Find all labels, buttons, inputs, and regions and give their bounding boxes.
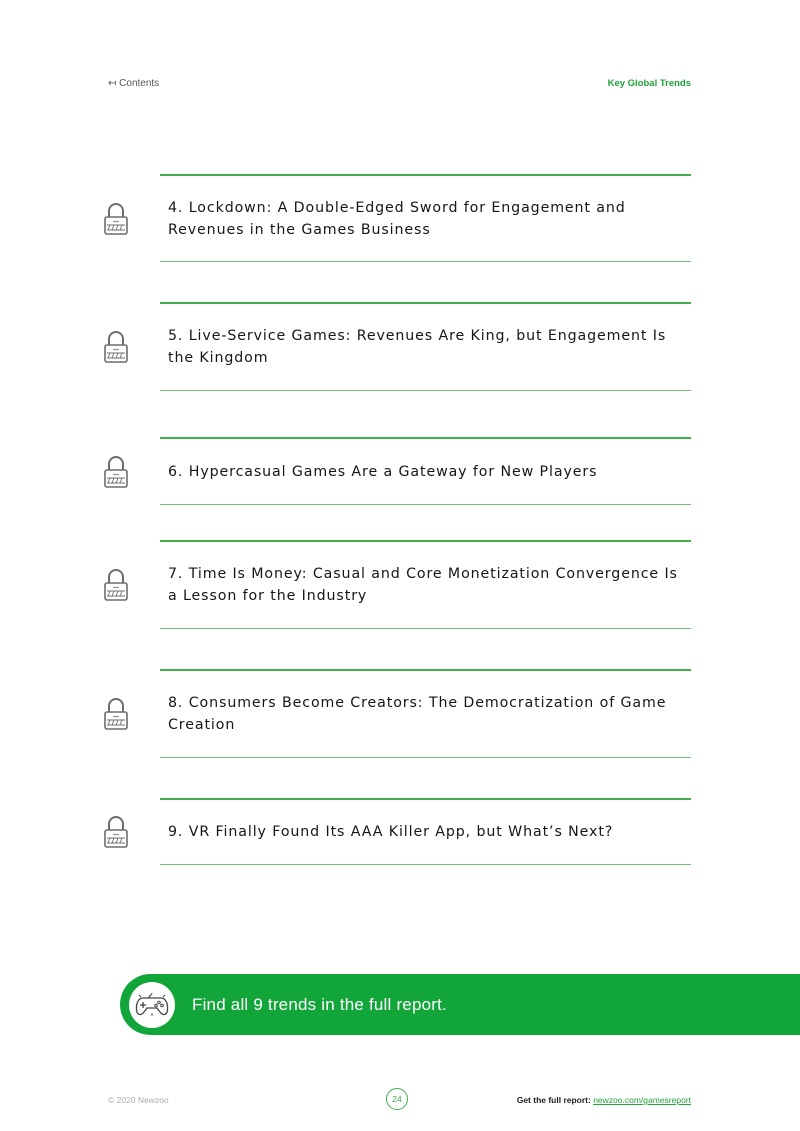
- lock-icon: [104, 697, 128, 731]
- lock-icon: [104, 815, 128, 849]
- lock-icon: [104, 202, 128, 236]
- trend-title: 5. Live-Service Games: Revenues Are King, but Engagement Is the Kingdom: [168, 328, 667, 366]
- trend-title: 6. Hypercasual Games Are a Gateway for New Players: [168, 463, 598, 480]
- section-title: Key Global Trends: [607, 78, 691, 89]
- footer-report: [517, 1095, 691, 1105]
- trend-item-7[interactable]: [160, 540, 691, 629]
- trend-item-5[interactable]: [160, 302, 691, 391]
- contents-back-link[interactable]: ↤ Contents: [108, 78, 160, 89]
- full-report-cta-banner[interactable]: [120, 974, 800, 1035]
- cta-text: Find all 9 trends in the full report.: [192, 994, 447, 1014]
- trend-title: 4. Lockdown: A Double-Edged Sword for Engagement and Revenues in the Games Business: [168, 199, 626, 238]
- lock-icon: [104, 330, 128, 364]
- gamepad-icon: [135, 992, 169, 1018]
- trend-item-4[interactable]: [160, 174, 691, 262]
- trend-item-6[interactable]: [160, 437, 691, 505]
- lock-icon: [104, 455, 128, 489]
- lock-icon: [104, 568, 128, 602]
- copyright-text: © 2020 Newzoo: [108, 1095, 169, 1105]
- trend-item-8[interactable]: [160, 669, 691, 758]
- page-number: 24: [386, 1088, 408, 1110]
- footer-report-label: Get the full report:: [516, 1095, 594, 1105]
- cta-icon-badge: [129, 982, 175, 1028]
- trend-title: 7. Time Is Money: Casual and Core Monetization Convergence Is a Lesson for the Industry: [168, 566, 678, 604]
- trend-title: 8. Consumers Become Creators: The Democratization of Game Creation: [168, 695, 667, 733]
- trend-title: 9. VR Finally Found Its AAA Killer App, but What’s Next?: [168, 824, 614, 840]
- report-link[interactable]: newzoo.com/gamesreport: [593, 1095, 691, 1105]
- trend-item-9[interactable]: [160, 798, 691, 865]
